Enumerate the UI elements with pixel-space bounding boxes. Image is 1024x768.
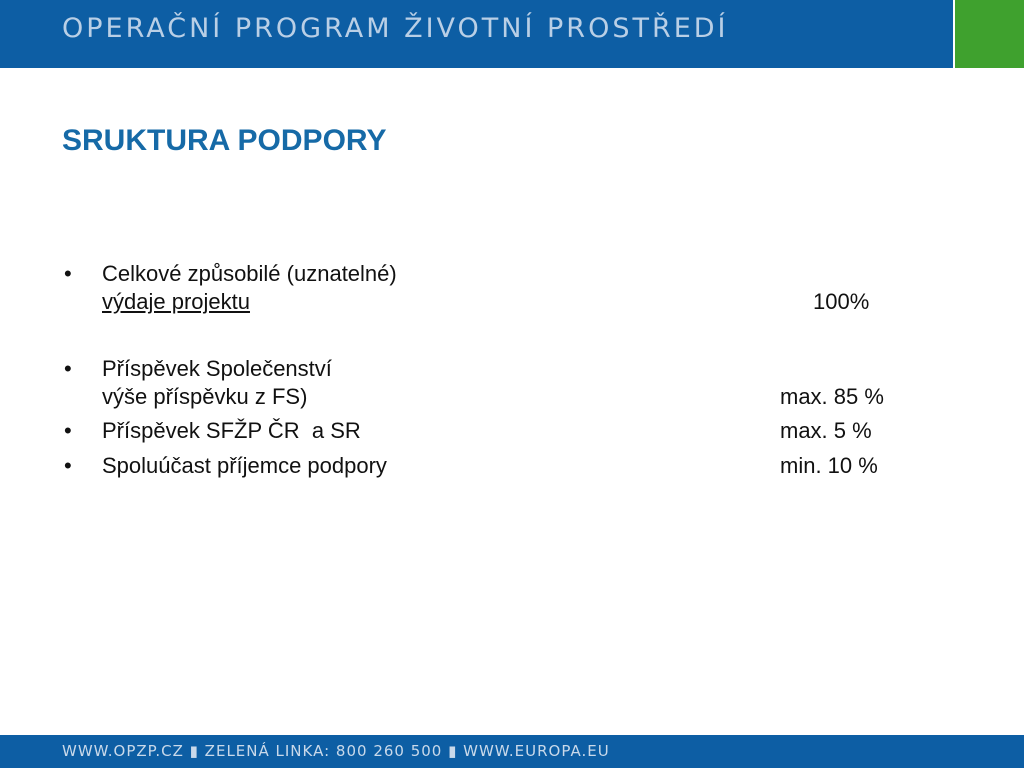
footer-bar (0, 735, 1024, 768)
bullet-marker: • (64, 261, 72, 286)
item-text: Příspěvek Společenství (102, 356, 332, 381)
bullet-marker: • (64, 453, 72, 478)
item-text: Příspěvek SFŽP ČR a SR (102, 418, 361, 443)
bullet-marker: • (64, 356, 72, 381)
item-text: Celkové způsobilé (uznatelné) (102, 261, 397, 286)
item-value: max. 5 % (780, 418, 872, 443)
item-subtext: výdaje projektu (102, 289, 250, 314)
item-value: 100% (813, 289, 870, 314)
item-value: max. 85 % (780, 384, 884, 409)
item-text: Spoluúčast příjemce podpory (102, 453, 387, 478)
slide-title: SRUKTURA PODPORY (62, 124, 387, 157)
item-subtext: výše příspěvku z FS) (102, 384, 308, 409)
item-value: min. 10 % (780, 453, 878, 478)
footer-links: WWW.OPZP.CZ ▮ ZELENÁ LINKA: 800 260 500 ▮ WWW.EUROPA.EU (62, 742, 610, 760)
program-title: OPERAČNÍ PROGRAM ŽIVOTNÍ PROSTŘEDÍ (62, 13, 729, 44)
bullet-marker: • (64, 418, 72, 443)
